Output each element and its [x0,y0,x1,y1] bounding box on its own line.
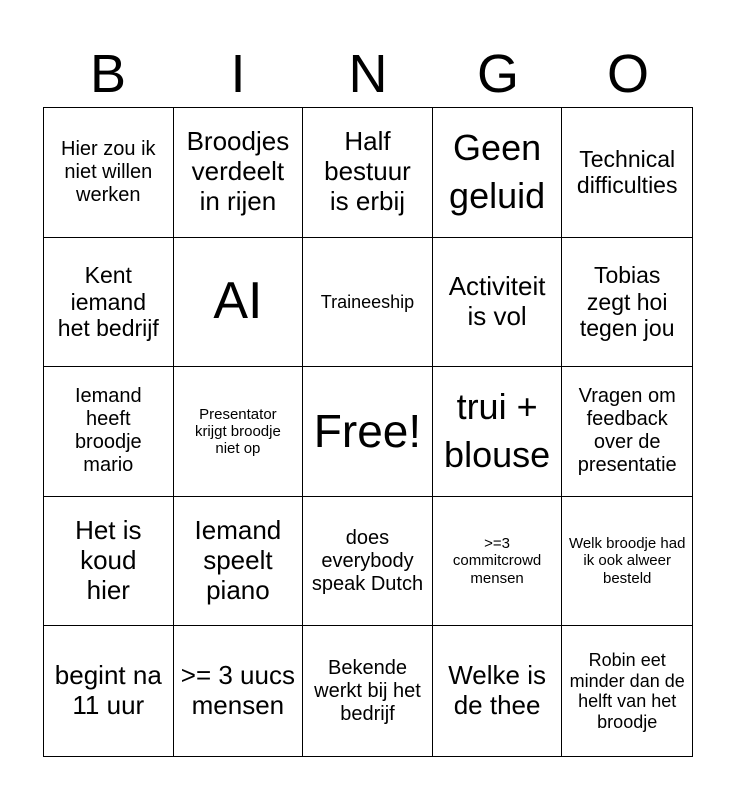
cell-text: Welk broodje had ik ook alweer besteld [568,535,686,587]
bingo-cell[interactable] [44,497,174,627]
bingo-cell[interactable] [562,367,692,497]
bingo-cell[interactable] [433,367,563,497]
bingo-cell[interactable] [174,497,304,627]
bingo-cell[interactable] [303,108,433,238]
cell-text: >= 3 uucs mensen [180,660,295,721]
bingo-cell[interactable] [562,238,692,368]
bingo-cell[interactable] [433,108,563,238]
cell-text: Half bestuur is erbij [324,126,411,217]
header-letter-g: G [476,44,519,104]
cell-text: Iemand speelt piano [194,515,282,606]
bingo-header [43,40,693,108]
bingo-cell[interactable] [562,108,692,238]
header-letter-b: B [89,44,127,104]
cell-text: Vragen om feedback over de presentatie [577,385,677,477]
cell-text: >=3 commitcrowd mensen [452,535,542,587]
bingo-cell[interactable] [174,238,304,368]
bingo-cell[interactable] [433,497,563,627]
cell-text: trui + blouse [444,385,551,476]
bingo-cell[interactable] [174,367,304,497]
cell-text: Technical difficulties [576,145,678,199]
cell-text: does everybody speak Dutch [311,526,424,595]
bingo-cell[interactable] [303,497,433,627]
bingo-cell[interactable] [44,367,174,497]
cell-text: Geen geluid [449,126,546,217]
cell-text: begint na 11 uur [54,660,162,721]
cell-text: Free! [313,405,422,458]
bingo-cell[interactable] [303,238,433,368]
cell-text: Activiteit is vol [448,271,546,331]
cell-text: Hier zou ik niet willen werken [61,137,156,206]
cell-text: Traineeship [320,291,415,312]
cell-text: Iemand heeft broodje mario [74,385,142,477]
cell-text: Kent iemand het bedrijf [57,262,159,342]
bingo-cell[interactable] [174,626,304,756]
bingo-cell[interactable] [44,626,174,756]
cell-text: Presentator krijgt broodje niet op [194,405,281,458]
cell-text: AI [213,271,263,330]
bingo-cell[interactable] [433,238,563,368]
bingo-board [43,107,693,757]
bingo-cell[interactable] [433,626,563,756]
cell-text: Broodjes verdeelt in rijen [186,126,290,217]
header-letter-o: O [606,44,649,104]
bingo-cell[interactable] [44,238,174,368]
bingo-cell[interactable] [174,108,304,238]
bingo-cell[interactable] [303,367,433,497]
cell-text: Bekende werkt bij het bedrijf [314,656,421,725]
header-letter-n: N [348,44,388,104]
header-letter-i: I [230,44,246,104]
bingo-cell[interactable] [562,626,692,756]
bingo-cell[interactable] [303,626,433,756]
cell-text: Robin eet minder dan de helft van het broodje [569,649,685,732]
cell-text: Welke is de thee [448,660,546,721]
bingo-cell[interactable] [44,108,174,238]
cell-text: Tobias zegt hoi tegen jou [579,262,675,342]
bingo-cell[interactable] [562,497,692,627]
cell-text: Het is koud hier [75,515,142,606]
